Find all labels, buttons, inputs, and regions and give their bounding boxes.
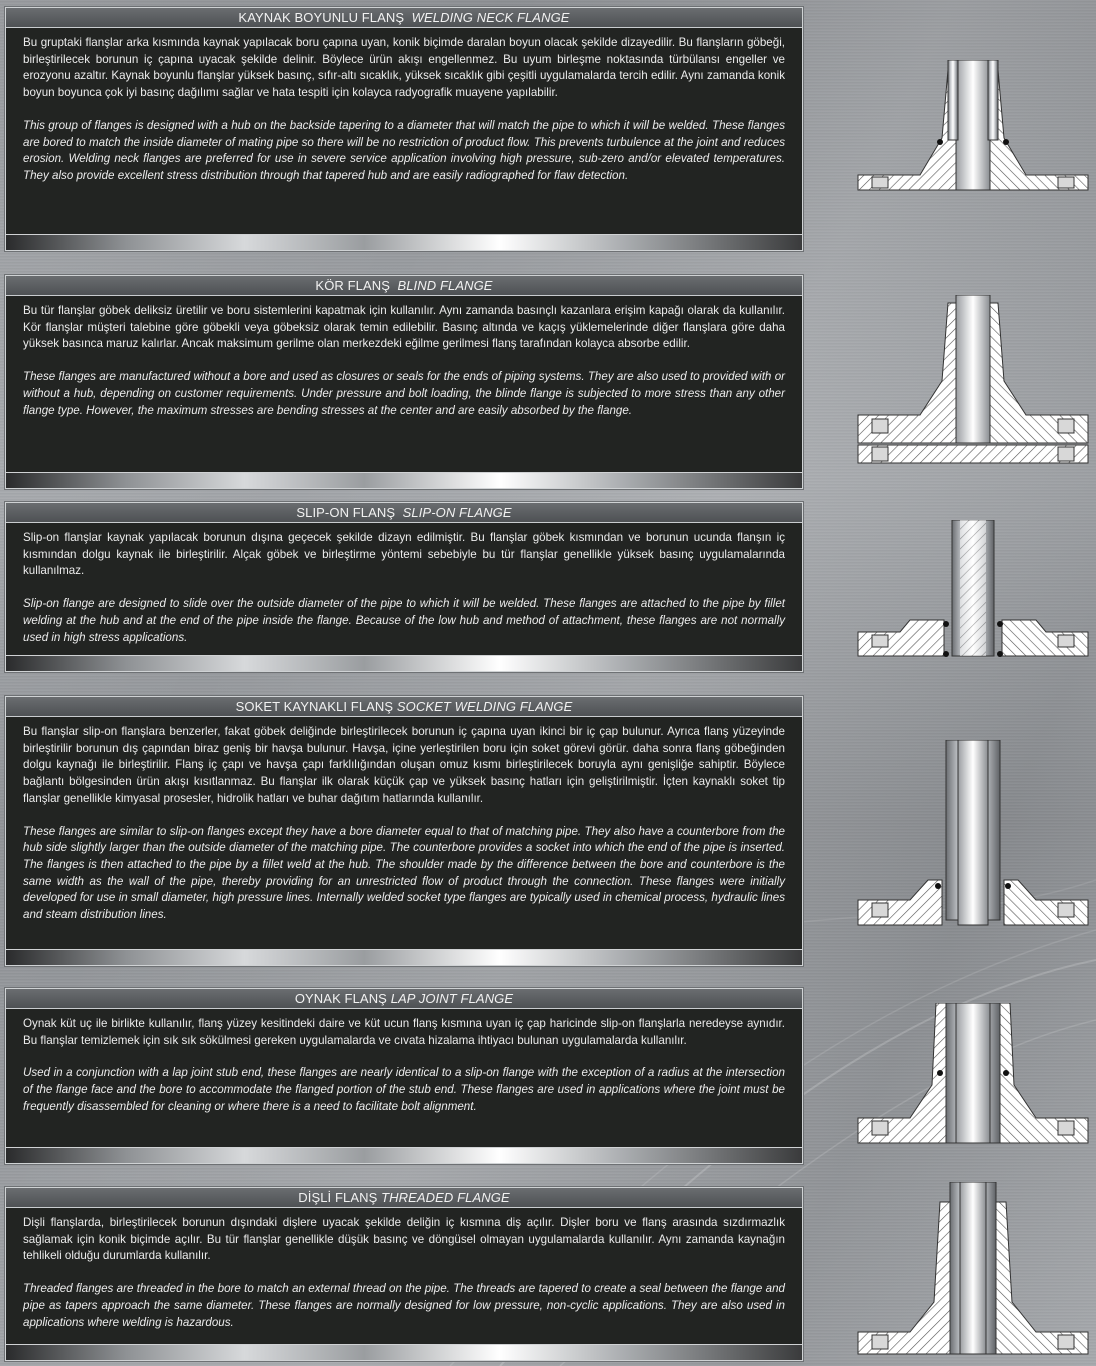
section-title: SLIP-ON FLANŞ SLIP-ON FLANGE (6, 503, 802, 523)
text-english: Used in a conjunction with a lap joint stub end, these flanges are nearly identical to a slip-on flange with the exception of a radius at the intersection of the flange face and the bore to accommodate the flanged portion of the stub end. These flanges are used in applications where the joint must be frequently disassembled for cleaning or where there is a need to facilitate bolt alignment. (23, 1066, 785, 1113)
text-turkish: Bu tür flanşlar göbek deliksiz üretilir ve boru sistemlerini kapatmak için kullanılır. Aynı zamanda basınçlı kazanlara erişim kapağı olarak da kullanılır. Kör flanşlar müşteri talebine göre göbekli veya göbeksiz olarak temin edilebilir. Basınç altında ve kaçış yüklemelerinde diğer flanşlara göre daha yüksek basınca maruz kalırlar. Ancak maksimum gerilme olan merkezdeki eğilme gerilmesi flanş tarafından kolayca absorbe edilir. (23, 304, 785, 351)
text-turkish: Slip-on flanşlar kaynak yapılacak borunun dışına geçecek şekilde dizayn edilmiştir. Bu flanşlar göbek kısmından ve borunun ucunda flanşın iç kısmından dolgu kaynak ile birleştirilir. Alçak göbek ve birleştirme yöntemi sebebiyle bu tür flanşlar genellikle yüksek basınç uygulamalarında kullanılmaz. (23, 531, 785, 578)
section-title: SOKET KAYNAKLI FLANŞ SOCKET WELDING FLANGE (6, 697, 802, 717)
section-socket-welding (5, 696, 803, 966)
text-turkish: Oynak küt uç ile birlikte kullanılır, flanş yüzey kesitindeki daire ve küt ucun flanş kısmına uyan iç çap haricinde slip-on flanşlarla neredeyse aynıdır. Bu flanşlar temizlemek için sık sık sökülmesi gereken uygulamalarda ve cıvata hizalama ihtiyacı bulunan uygulamalarda kullanılır. (23, 1017, 785, 1047)
socket-welding-flange-diagram (850, 740, 1096, 930)
section-title: KÖR FLANŞ BLIND FLANGE (6, 276, 802, 296)
text-english: Slip-on flange are designed to slide over the outside diameter of the pipe to which it will be welded. These flanges are attached to the pipe by fillet welding at the hub and at the end of the pipe inside the flange. Because of the low hub and method of attachment, these flanges are not normally used in high stress applications. (23, 597, 785, 644)
welding-neck-flange-diagram (850, 60, 1096, 195)
chrome-bar (6, 472, 802, 488)
section-welding-neck (5, 7, 803, 251)
chrome-bar (6, 1147, 802, 1163)
text-english: This group of flanges is designed with a hub on the backside tapering to a diameter that will match the pipe to which it will be welded. These flanges are bored to match the inside diameter of mating pipe so there will be no restriction of product flow. This prevents turbulence at the joint and reduces erosion. Welding neck flanges are preferred for use in severe service application involving high pressure, sub-zero and/or elevated temperatures. They also provide excellent stress distribution through that tapered hub and are easily radiographed for flaw detection. (23, 118, 785, 182)
section-lap-joint (5, 988, 803, 1164)
text-turkish: Dişli flanşlarda, birleştirilecek borunun dışındaki dişlere uyacak şekilde deliğin iç kısmına diş açılır. Dişler boru ve flanş arasında sızdırmazlık sağlamak için konik biçimde açılır. Bu tür flanşlar genellikle düşük basınç ve döngüsel olmayan uygulamalarda kullanılır. Aynı zamanda kaynağın tehlikeli olduğu durumlarda kullanılır. (23, 1216, 785, 1263)
section-threaded (5, 1187, 803, 1361)
text-english: These flanges are similar to slip-on flanges except they have a bore diameter equal to that of matching pipe. They also have a counterbore from the hub side slightly larger than the outside diameter of the matching pipe. The counterbore provides a socket into which the end of the pipe is inserted. The flanges is then attached to the pipe by a fillet weld at the hub. The shoulder made by the difference between the bore and counterbore is the same width as the wall of the pipe, thereby providing for an unrestricted flow of product through the connection. These flanges were initially developed for use in small diameter, high pressure lines. Internally welded socket type flanges are typically used in chemical process, hydraulic lines and steam distribution lines. (23, 824, 785, 922)
text-english: Threaded flanges are threaded in the bore to match an external thread on the pipe. The threads are tapered to create a seal between the flange and pipe as tapers approach the same diameter. These flanges are normally designed for low pressure, non-cyclic applications. They are also used in applications where welding is hazardous. (23, 1282, 785, 1329)
section-slip-on (5, 502, 803, 672)
blind-flange-diagram (850, 295, 1096, 467)
section-title: OYNAK FLANŞ LAP JOINT FLANGE (6, 989, 802, 1009)
threaded-flange-diagram (850, 1182, 1096, 1357)
lap-joint-flange-diagram (850, 1003, 1096, 1148)
text-english: These flanges are manufactured without a bore and used as closures or seals for the ends of piping systems. They are also used to provided with or without a hub, depending on customer requirements. Under pressure and bolt loading, the blinde flange is subjected to more stress than any other flange type. However, the maximum stresses are bending stresses at the center and are easily absorbed by the flange. (23, 370, 785, 417)
section-blind (5, 275, 803, 489)
chrome-bar (6, 949, 802, 965)
section-title: KAYNAK BOYUNLU FLANŞ WELDING NECK FLANGE (6, 8, 802, 28)
chrome-bar (6, 234, 802, 250)
chrome-bar (6, 1344, 802, 1360)
section-title: DİŞLİ FLANŞ THREADED FLANGE (6, 1188, 802, 1208)
text-turkish: Bu flanşlar slip-on flanşlara benzerler, fakat göbek deliğinde birleştirilecek borunun iç çapına uyan ikinci bir iç çap bulunur. Ayrıca flanş yüzeyinde birleştirilir borunun dış çapından biraz geniş bir havşa bulunur. Havşa, içine yerleştirilen boru için soket görevi görür. daha sonra flanş göbeğinden dolgu kaynağı ile birleştirilir. Flanş iç çapı ve havşa çapı farklılığından oluşan omuz kısmı birleştirilecek boruyla aynı genişliğe sahiptir. Böylece bağlantı bölgesinden ürün akışı kısıtlanmaz. Bu flanşlar ilk olarak küçük çap ve yüksek basınç hatları için geliştirilmiştir. İçten kaynaklı soket tip flanşlar genellikle kimyasal prosesler, hidrolik hatları ve buhar dağıtım hatlarında kullanılır. (23, 725, 785, 805)
chrome-bar (6, 655, 802, 671)
text-turkish: Bu gruptaki flanşlar arka kısmında kaynak yapılacak boru çapına uyan, konik biçimde daralan boyun olacak şekilde dizayedilir. Bu flanşların göbeği, birleştirilecek borunun iç çapına uyacak şekilde delinir. Böylece ürün akışı engellenmez. Bu uyum birleşme noktasında türbülansı engeller ve erozyonu azaltır. Kaynak boyunlu flanşlar yüksek basınç, sıfır-altı sıcaklık, yüksek sıcaklık gibi çeşitli uygulamalarda tercih edilir. Aynı zamanda konik boyun boyunca çok iyi basınç dağılımı sağlar ve hata tespiti için kolayca radyografik muayene yapılabilir. (23, 36, 785, 100)
slip-on-flange-diagram (850, 520, 1096, 660)
